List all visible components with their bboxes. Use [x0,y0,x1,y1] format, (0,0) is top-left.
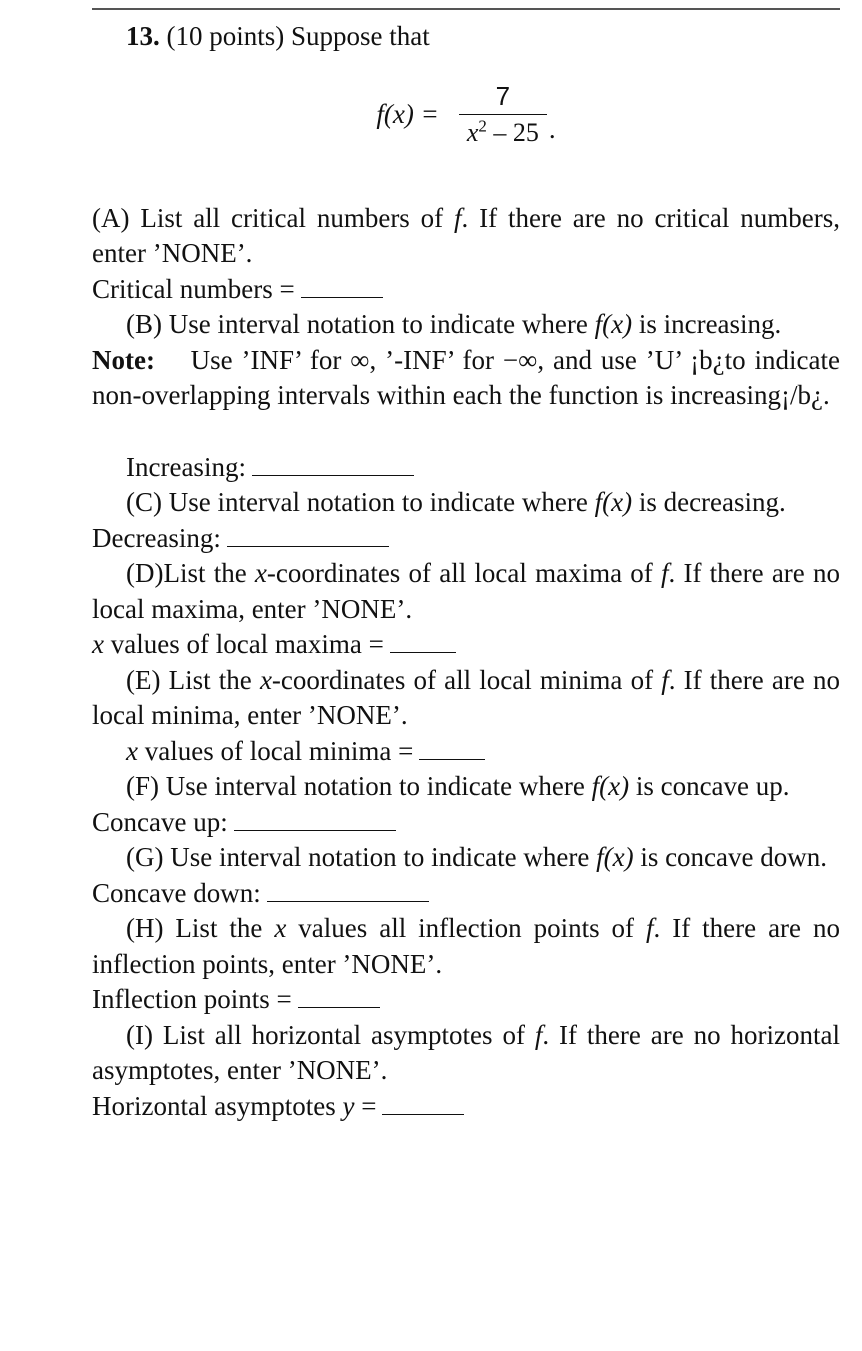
concave-down-blank[interactable] [267,901,429,902]
part-c-answer [92,521,840,557]
decreasing-label: Decreasing: [92,522,221,553]
critical-numbers-blank[interactable] [301,297,383,298]
problem-header [92,19,840,55]
decreasing-blank[interactable] [227,546,389,547]
concave-down-label: Concave down: [92,877,261,908]
part-d-prompt: (D)List the x-coordinates of all local maxima of f. If there are no local maxima, enter ’NONE’. [92,558,840,624]
increasing-blank[interactable] [252,475,414,476]
local-minima-blank[interactable] [419,759,485,760]
equation-lhs: f(x) = [376,98,439,129]
function-equation [92,59,840,171]
fraction-bar [459,114,547,116]
part-c-prompt: (C) Use interval notation to indicate where f(x) is decreasing. [126,487,786,517]
part-e-prompt: (E) List the x-coordinates of all local minima of f. If there are no local minima, enter ’NONE’. [92,664,841,730]
part-b-answer [92,450,840,486]
part-a-answer [92,272,840,308]
critical-numbers-label: Critical numbers = [92,273,295,304]
top-rule [92,8,840,10]
part-e-answer: x values of local minima = [92,734,840,770]
part-f-prompt: (F) Use interval notation to indicate where f(x) is concave up. [126,771,790,801]
part-f-answer [92,805,840,841]
problem-intro: (10 points) Suppose that [166,21,430,51]
part-h-prompt: (H) List the x values all inflection points of f. If there are no inflection points, enter ’NONE’. [92,913,840,979]
fraction-denominator: $x^2 - 25$ [466,116,539,148]
note-label: Note: [92,344,155,375]
increasing-label: Increasing: [126,451,246,482]
part-a-prompt: (A) List all critical numbers of f. If there are no critical numbers, enter ’NONE’. [92,202,840,268]
fraction-numerator: 7 [495,80,511,111]
part-b-prompt: (B) Use interval notation to indicate where f(x) is increasing. [126,309,782,339]
horizontal-asymptotes-label: Horizontal asymptotes [92,1090,343,1121]
part-i-answer: Horizontal asymptotes y = [92,1089,840,1125]
note-text: Use ’INF’ for ∞, ’-INF’ for −∞, and use ’U’ ¡b¿to indicate non-overlapping intervals within each the function is increasing¡/b¿. [92,344,841,410]
equation-fraction [459,80,547,150]
horizontal-asymptotes-blank[interactable] [382,1114,464,1115]
spacer [92,414,840,450]
inflection-points-label: Inflection points = [92,984,292,1014]
part-i-prompt: (I) List all horizontal asymptotes of f. If there are no horizontal asymptotes, enter ’NONE’. [92,1019,840,1085]
part-b-note [92,343,840,414]
concave-up-label: Concave up: [92,806,228,837]
concave-up-blank[interactable] [234,830,396,831]
local-minima-label: values of local minima = [137,735,414,766]
part-g-prompt: (G) Use interval notation to indicate where f(x) is concave down. [126,842,828,872]
part-g-answer [92,876,840,912]
problem-13 [92,17,840,1124]
inflection-points-blank[interactable] [298,1007,380,1008]
problem-number: 13. [126,21,160,51]
equation-period: . [548,113,556,144]
part-d-answer: x values of local maxima = [92,627,840,663]
local-maxima-label: values of local maxima = [103,629,384,659]
part-h-answer [92,982,840,1018]
local-maxima-blank[interactable] [390,652,456,653]
